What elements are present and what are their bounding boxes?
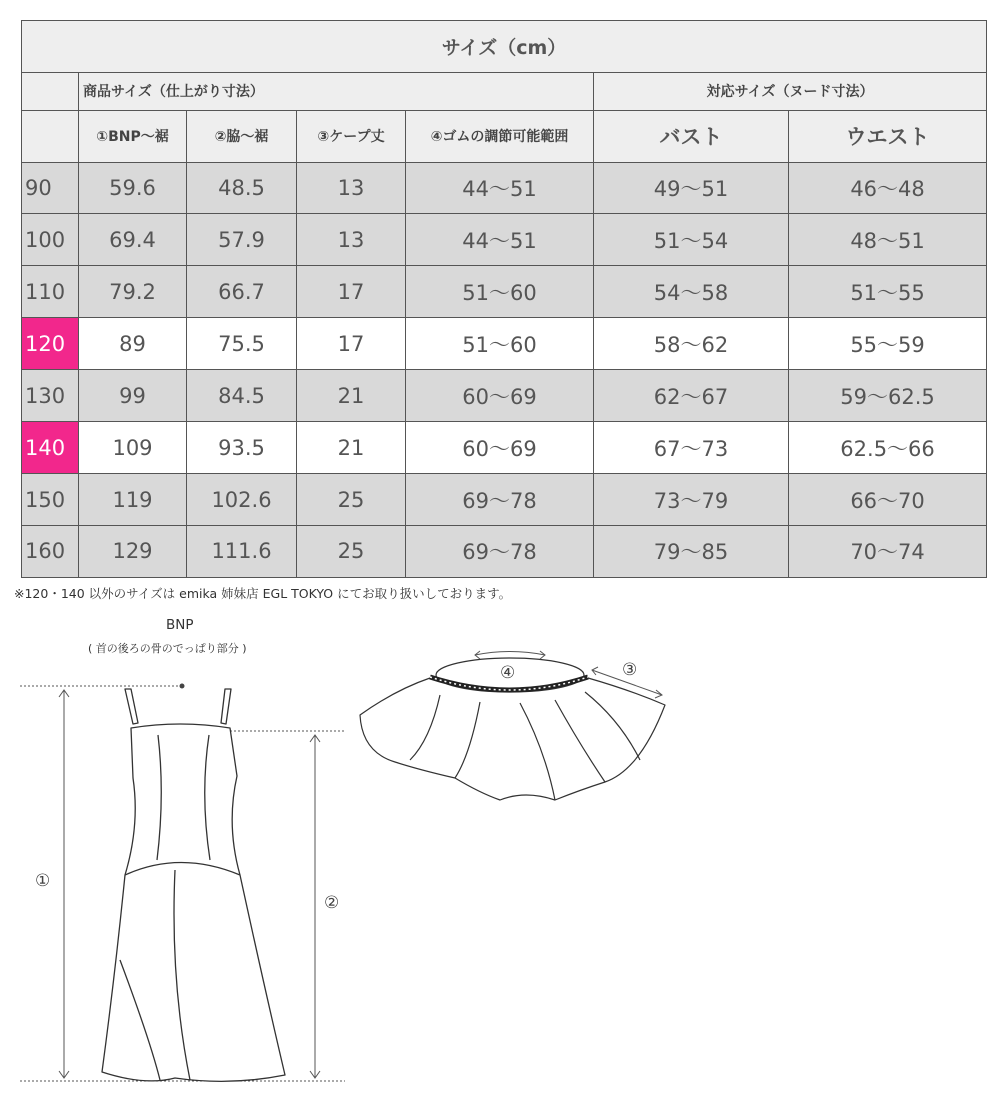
elastic-range-cell: 44～51 (406, 162, 594, 214)
side-hem-cell: 57.9 (187, 214, 297, 266)
waist-cell: 48～51 (789, 214, 987, 266)
elastic-range-cell: 60～69 (406, 370, 594, 422)
col-header-bnp-hem: ①BNP～裾 (79, 110, 187, 162)
cape-length-cell: 13 (297, 162, 406, 214)
bnp-hem-cell: 109 (79, 422, 187, 474)
size-cell: 150 (22, 474, 79, 526)
side-hem-cell: 93.5 (187, 422, 297, 474)
waist-cell: 62.5～66 (789, 422, 987, 474)
table-row (22, 214, 987, 266)
cape-length-cell: 17 (297, 318, 406, 370)
table-row (22, 422, 987, 474)
side-hem-cell: 84.5 (187, 370, 297, 422)
elastic-range-cell: 44～51 (406, 214, 594, 266)
group-header-fit-size: 対応サイズ（ヌード寸法） (594, 72, 987, 110)
side-hem-cell: 75.5 (187, 318, 297, 370)
bnp-hem-cell: 99 (79, 370, 187, 422)
side-hem-cell: 48.5 (187, 162, 297, 214)
col-header-side-hem: ②脇～裾 (187, 110, 297, 162)
waist-cell: 70～74 (789, 525, 987, 577)
cape-length-cell: 25 (297, 525, 406, 577)
bust-cell: 51～54 (594, 214, 789, 266)
marker-4: ④ (500, 663, 516, 683)
waist-cell: 59～62.5 (789, 370, 987, 422)
cape-length-cell: 21 (297, 370, 406, 422)
size-cell: 100 (22, 214, 79, 266)
elastic-range-cell: 51～60 (406, 266, 594, 318)
bust-cell: 67～73 (594, 422, 789, 474)
cape-length-cell: 25 (297, 474, 406, 526)
bnp-hem-cell: 119 (79, 474, 187, 526)
size-table (21, 20, 987, 578)
bnp-hem-cell: 129 (79, 525, 187, 577)
elastic-range-cell: 69～78 (406, 525, 594, 577)
waist-cell: 51～55 (789, 266, 987, 318)
size-cell: 140 (22, 422, 79, 474)
table-row (22, 474, 987, 526)
size-cell: 120 (22, 318, 79, 370)
waist-cell: 46～48 (789, 162, 987, 214)
size-cell: 110 (22, 266, 79, 318)
blank-header-cell (22, 72, 79, 110)
bust-cell: 58～62 (594, 318, 789, 370)
bust-cell: 54～58 (594, 266, 789, 318)
bust-cell: 49～51 (594, 162, 789, 214)
side-hem-cell: 66.7 (187, 266, 297, 318)
size-cell: 90 (22, 162, 79, 214)
col-header-waist: ウエスト (789, 110, 987, 162)
col-header-bust: バスト (594, 110, 789, 162)
cape-length-cell: 21 (297, 422, 406, 474)
table-title: サイズ（cm） (22, 21, 987, 73)
blank-header-cell (22, 110, 79, 162)
dress-illustration (102, 689, 285, 1081)
bnp-hem-cell: 59.6 (79, 162, 187, 214)
bnp-explanation: ( 首の後ろの骨のでっぱり部分 ) (88, 642, 247, 655)
elastic-range-cell: 51～60 (406, 318, 594, 370)
bust-cell: 79～85 (594, 525, 789, 577)
col-header-elastic-range: ④ゴムの調節可能範囲 (406, 110, 594, 162)
waist-cell: 66～70 (789, 474, 987, 526)
bnp-hem-cell: 79.2 (79, 266, 187, 318)
bnp-hem-cell: 89 (79, 318, 187, 370)
cape-length-cell: 17 (297, 266, 406, 318)
side-hem-cell: 111.6 (187, 525, 297, 577)
group-header-product-size: 商品サイズ（仕上がり寸法） (79, 72, 594, 110)
elastic-range-cell: 60～69 (406, 422, 594, 474)
table-row (22, 525, 987, 577)
marker-3: ③ (622, 660, 638, 680)
elastic-range-cell: 69～78 (406, 474, 594, 526)
table-row (22, 318, 987, 370)
bnp-label: BNP (166, 617, 194, 633)
marker-2: ② (324, 893, 340, 913)
bnp-hem-cell: 69.4 (79, 214, 187, 266)
table-row (22, 370, 987, 422)
bust-cell: 62～67 (594, 370, 789, 422)
size-availability-note: ※120・140 以外のサイズは emika 姉妹店 EGL TOKYO にてお取り扱いしております。 (14, 586, 512, 601)
table-row (22, 266, 987, 318)
marker-1: ① (35, 871, 51, 891)
col-header-cape-length: ③ケープ丈 (297, 110, 406, 162)
table-row (22, 162, 987, 214)
cape-length-cell: 13 (297, 214, 406, 266)
bust-cell: 73～79 (594, 474, 789, 526)
size-cell: 160 (22, 525, 79, 577)
side-hem-cell: 102.6 (187, 474, 297, 526)
waist-cell: 55～59 (789, 318, 987, 370)
size-cell: 130 (22, 370, 79, 422)
